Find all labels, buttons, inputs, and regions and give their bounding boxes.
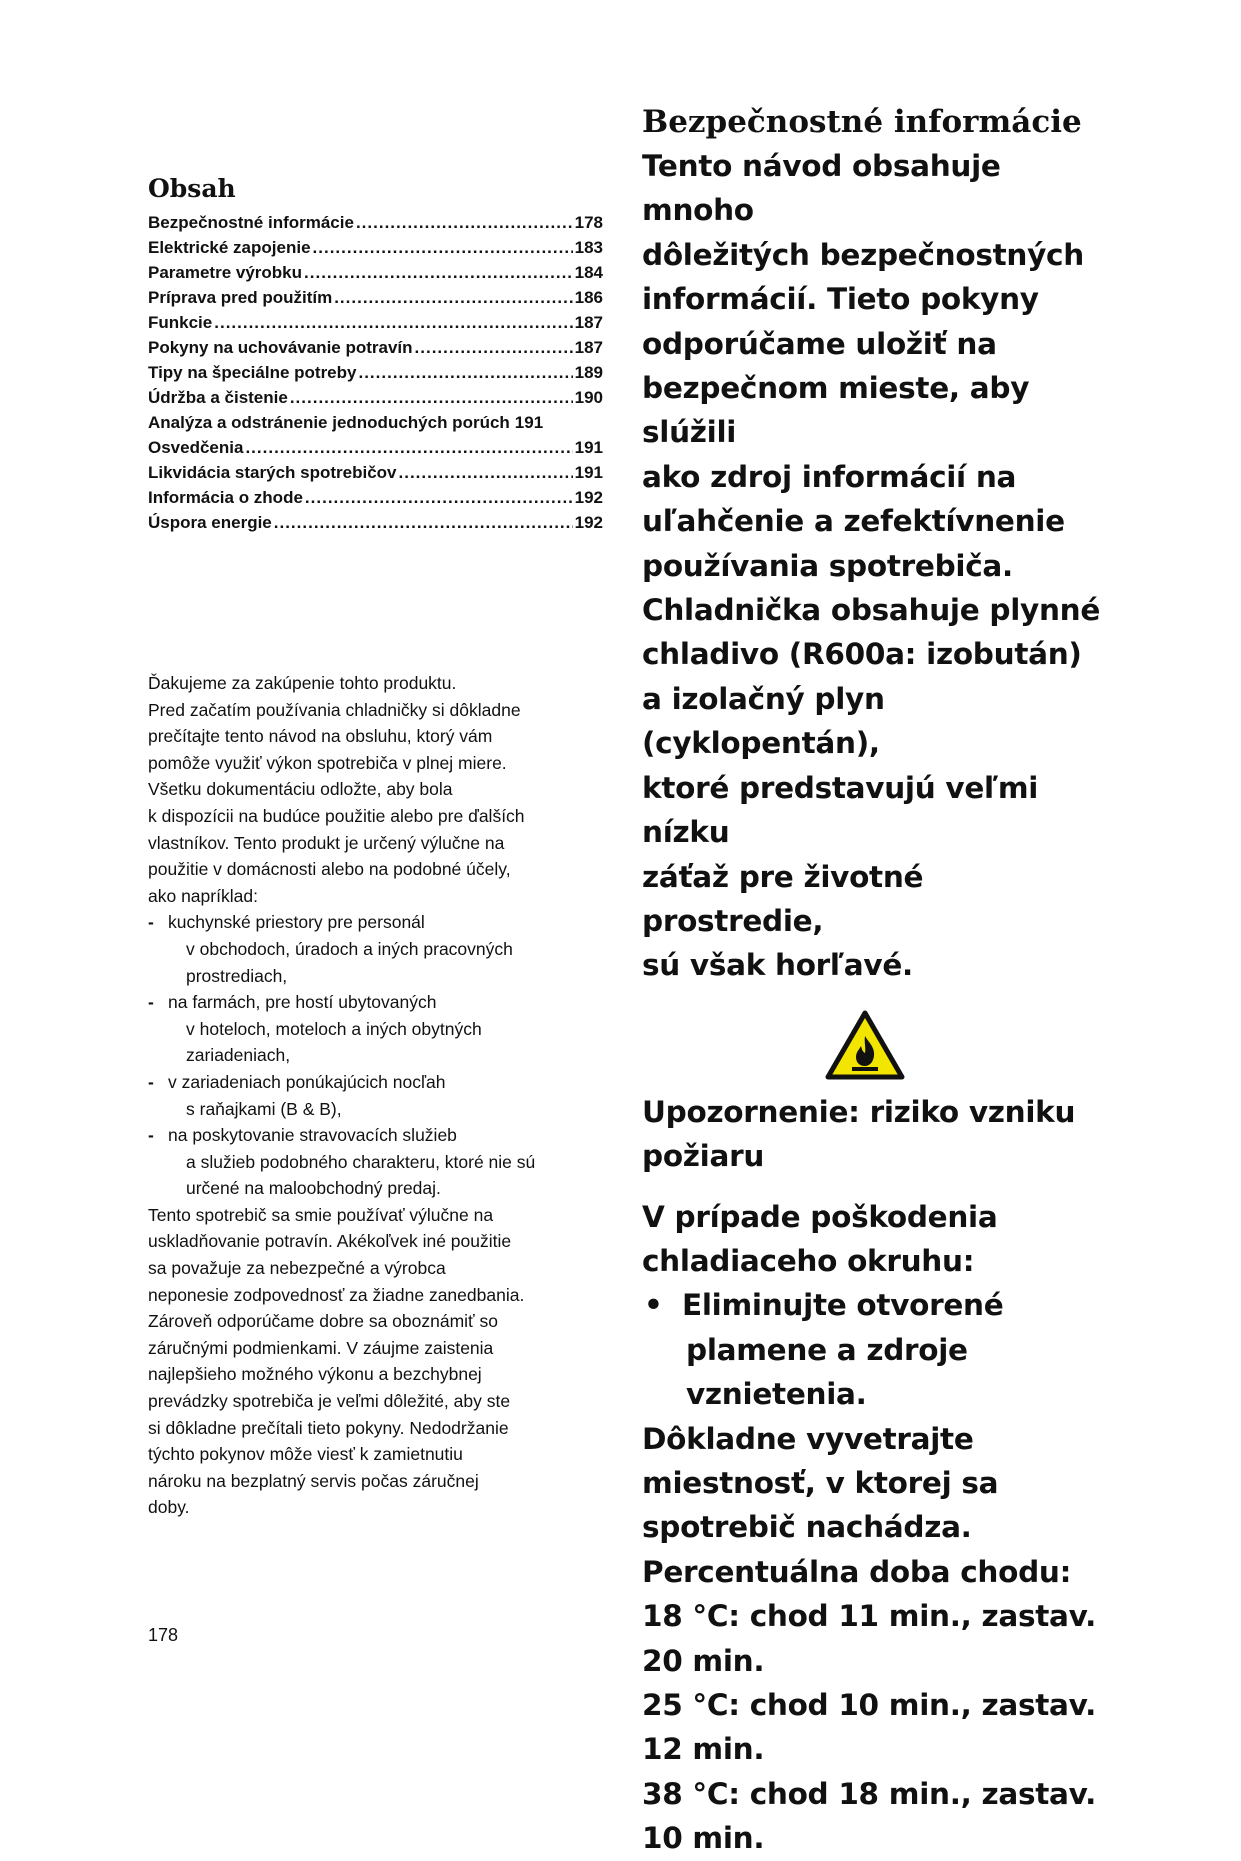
safety-line: používania spotrebiča. [642,548,1013,583]
toc-entry-page: 186 [574,288,603,307]
toc-entry-label: Príprava pred použitím [148,288,333,307]
toc-entry-label: Osvedčenia [148,438,244,457]
bullet-dot: • [644,1288,663,1323]
safety-line: sú však horľavé. [642,948,913,983]
toc-entry[interactable] [148,210,603,235]
toc-entry-label: Pokyny na uchovávanie potravín [148,338,413,357]
eliminate-flames-item [642,1283,1112,1416]
intro-line: Všetku dokumentáciu odložte, aby bola [148,779,453,800]
closing-line: Zároveň odporúčame dobre sa oboznámiť so [148,1311,498,1332]
after-line: 38 °C: chod 18 min., zastav. [642,1776,1097,1811]
toc-entry-page: 187 [574,313,603,332]
safety-line: ako zdroj informácií na [642,459,1017,494]
toc-entry-label: Funkcie [148,313,213,332]
safety-title: Bezpečnostné informácie [642,104,1082,140]
after-line: Percentuálna doba chodu: [642,1554,1072,1589]
damage-line: V prípade poškodenia [642,1199,998,1234]
closing-line: týchto pokynov môže viesť k zamietnutiu [148,1444,463,1465]
toc-entry-page: 189 [574,363,603,382]
safety-section [642,100,1112,1861]
list-item-first-line: v zariadeniach ponúkajúcich nocľah [168,1071,446,1092]
closing-line: uskladňovanie potravín. Akékoľvek iné použitie [148,1231,512,1252]
safety-line: uľahčenie a zefektívnenie [642,504,1065,539]
intro-line: prečítajte tento návod na obsluhu, ktorý vám [148,726,493,747]
intro-line: pomôže využiť výkon spotrebiča v plnej miere. [148,752,507,773]
safety-line: ktoré predstavujú veľmi nízku [642,770,1039,850]
after-line: spotrebič nachádza. [642,1510,972,1545]
table-of-contents [148,174,603,535]
toc-entry[interactable] [148,510,603,535]
list-item-line: a služieb podobného charakteru, ktoré nie sú [186,1151,536,1172]
toc-entry-page: 190 [574,388,603,407]
safety-line: Chladnička obsahuje plynné [642,593,1101,628]
toc-entry[interactable] [148,335,603,360]
intro-line: k dispozícii na budúce použitie alebo pre ďalších [148,805,525,826]
after-line: Dôkladne vyvetrajte [642,1421,974,1456]
list-item-first-line: kuchynské priestory pre personál [168,912,425,933]
dash-bullet: - [148,1071,154,1092]
dash-bullet: - [148,1125,154,1146]
damage-line: chladiaceho okruhu: [642,1243,975,1278]
closing-line: si dôkladne prečítali tieto pokyny. Nedodržanie [148,1417,509,1438]
toc-entry-page: 191 [514,413,544,432]
toc-entry-page: 191 [574,438,603,457]
toc-leader-dots [313,235,573,260]
toc-leader-dots [399,460,573,485]
list-item [148,1122,618,1202]
list-item-line: v obchodoch, úradoch a iných pracovných [186,938,513,959]
toc-entry-page: 187 [574,338,603,357]
toc-entry-label: Bezpečnostné informácie [148,213,354,232]
closing-line: doby. [148,1497,190,1518]
toc-entry[interactable] [148,260,603,285]
safety-line: odporúčame uložiť na [642,326,997,361]
toc-leader-dots [358,360,572,385]
list-item-first-line: na poskytovanie stravovacích služieb [168,1125,457,1146]
toc-entry[interactable] [148,385,603,410]
dash-bullet: - [148,992,154,1013]
closing-line: Tento spotrebič sa smie používať výlučne na [148,1204,494,1225]
toc-entry-page: 183 [574,238,603,257]
closing-line: prevádzky spotrebiča je veľmi dôležité, aby ste [148,1391,511,1412]
toc-entry-label: Informácia o zhode [148,488,303,507]
usage-list [148,909,618,1202]
safety-line: záťaž pre životné prostredie, [642,859,924,938]
toc-leader-dots [334,285,572,310]
intro-text [148,670,618,1521]
list-item [148,1069,618,1122]
toc-leader-dots [245,435,572,460]
intro-line: použitie v domácnosti alebo na podobné účely, [148,859,511,880]
flame-base [852,1067,878,1071]
intro-line: vlastníkov. Tento produkt je určený výlučne na [148,832,505,853]
list-item-line: zariadeniach, [186,1045,291,1066]
toc-entry[interactable] [148,360,603,385]
warning-line: Upozornenie: riziko vzniku [642,1094,1076,1129]
closing-line: nároku na bezplatný servis počas záručnej [148,1470,479,1491]
intro-line: Pred začatím používania chladničky si dôkladne [148,699,521,720]
toc-leader-dots [305,485,573,510]
after-line: miestnosť, v ktorej sa [642,1465,999,1500]
toc-entry[interactable] [148,435,603,460]
list-item [148,909,618,989]
toc-entry-label: Údržba a čistenie [148,388,288,407]
after-line: 18 °C: chod 11 min., zastav. [642,1599,1097,1634]
toc-entry-label: Tipy na špeciálne potreby [148,363,357,382]
toc-entry-label: Úspora energie [148,513,272,532]
after-line: 20 min. [642,1643,765,1678]
warning-heading [642,1090,1112,1179]
safety-line: a izolačný plyn (cyklopentán), [642,681,885,761]
toc-leader-dots [290,385,573,410]
toc-entry-page: 184 [574,263,603,282]
safety-line: chladivo (R600a: izobután) [642,637,1082,672]
toc-entry[interactable] [148,285,603,310]
list-item [148,989,618,1069]
toc-leader-dots [356,210,573,235]
list-item-line: určené na maloobchodný predaj. [186,1178,441,1199]
toc-entry-page: 178 [574,213,603,232]
toc-title: Obsah [148,174,236,203]
bullet-line: vznietenia. [686,1377,867,1412]
toc-entry[interactable] [148,485,603,510]
toc-leader-dots [214,310,572,335]
after-line: 10 min. [642,1821,765,1856]
toc-leader-dots [274,510,573,535]
toc-entry-label: Likvidácia starých spotrebičov [148,463,397,482]
intro-line: ako napríklad: [148,885,258,906]
after-line: 25 °C: chod 10 min., zastav. [642,1688,1097,1722]
list-item-line: v hoteloch, moteloch a iných obytných [186,1018,482,1039]
safety-line: Tento návod obsahuje mnoho [642,149,1001,228]
page-number: 178 [148,1625,179,1645]
flammable-warning-icon [825,1010,905,1080]
safety-line: bezpečnom mieste, aby slúžili [642,371,1030,450]
closing-line: sa považuje za nebezpečné a výrobca [148,1258,446,1279]
bullet-line: plamene a zdroje [686,1332,968,1367]
thanks-line: Ďakujeme za zakúpenie tohto produktu. [148,673,457,693]
closing-line: najlepšieho možného výkonu a bezchybnej [148,1364,482,1385]
toc-entry-page: 191 [574,463,603,482]
closing-line: záručnými podmienkami. V záujme zaistenia [148,1337,494,1358]
safety-line: dôležitých bezpečnostných [642,237,1084,272]
toc-list [148,210,603,535]
after-line: 12 min. [642,1732,765,1767]
toc-entry-page: 192 [574,513,603,532]
bullet-line: Eliminujte otvorené [682,1288,1004,1323]
toc-entry[interactable] [148,310,603,335]
list-item-line: prostrediach, [186,965,288,986]
toc-entry[interactable] [148,235,603,260]
toc-entry-label: Analýza a odstránenie jednoduchých porúch [148,413,510,432]
list-item-first-line: na farmách, pre hostí ubytovaných [168,992,437,1013]
toc-leader-dots [304,260,573,285]
closing-line: neponesie zodpovednosť za žiadne zanedbania. [148,1284,525,1305]
list-item-line: s raňajkami (B & B), [186,1098,342,1119]
toc-entry-page: 192 [574,488,603,507]
dash-bullet: - [148,912,154,933]
toc-entry-label: Elektrické zapojenie [148,238,311,257]
toc-entry[interactable] [148,460,603,485]
toc-leader-dots [415,335,573,360]
toc-entry[interactable] [148,410,603,435]
safety-line: informácií. Tieto pokyny [642,282,1039,317]
damage-heading [642,1195,1112,1284]
warning-line: požiaru [642,1139,765,1174]
toc-entry-label: Parametre výrobku [148,263,303,282]
